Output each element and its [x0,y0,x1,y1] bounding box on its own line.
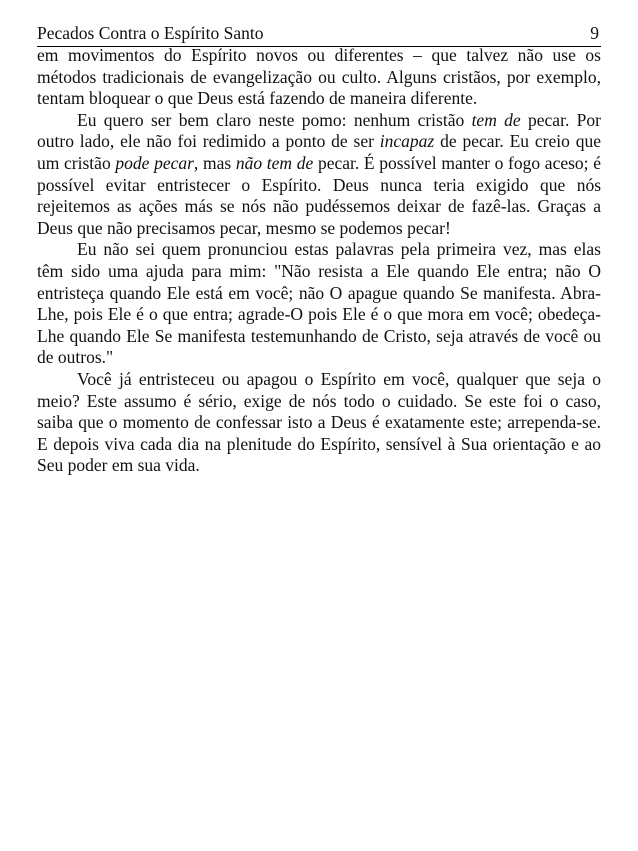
paragraph-closing [37,369,601,477]
paragraph-no-need-to-sin [37,110,601,240]
page-number: 9 [590,23,599,43]
paragraph-quotation [37,239,601,369]
running-header-title: Pecados Contra o Espírito Santo [37,23,264,43]
emphasis-tem-de: tem de [471,109,521,130]
text-run: em movimentos do Espírito novos ou diferentes – que talvez não use os métodos tradicionais de evangelização ou culto. Alguns cristãos, por exemplo, tentam bloquear o que Deus está fazendo de maneira diferente. [37,45,601,109]
text-run: de pecar. Eu creio que um cristão [37,131,601,173]
body-text [37,45,601,477]
text-run: pecar. É possível manter o fogo aceso; é possível evitar entristecer o Espírito. Deus nunca teria exigido que nós rejeitemos as ações más se nós não pudéssemos deixar de fazê-las. Graças a Deus que não precisamos pecar, mesmo se podemos pecar! [37,152,601,238]
text-run: Eu não sei quem pronunciou estas palavras pela primeira vez, mas elas têm sido uma ajuda para mim: "Não resista a Ele quando Ele entra; não O entristeça quando Ele está em você; não O apague quando Se manifesta. Abra-Lhe, pois Ele é o que entra; agrade-O pois Ele é o que mora em você; obedeça-Lhe quando Ele Se manifesta testemunhando de Cristo, seja através de você ou de outros." [37,239,601,368]
emphasis-nao-tem-de: não tem de [235,152,314,173]
text-run: Eu quero ser bem claro neste pomo: nenhum cristão [77,109,472,130]
text-run: , mas [193,152,236,173]
document-page [37,0,601,477]
emphasis-pode-pecar: pode pecar [115,152,194,173]
emphasis-incapaz: incapaz [379,131,435,152]
running-header [37,20,601,47]
text-run: Você já entristeceu ou apagou o Espírito em você, qualquer que seja o meio? Este assumo é sério, exige de nós todo o cuidado. Se este foi o caso, saiba que o momento de confessar isto a Deus é exatamente este; arrependa-se. E depois viva cada dia na plenitude do Espírito, sensível à Sua orientação e ao Seu poder em sua vida. [37,368,601,476]
paragraph-continuation [37,45,601,110]
text-run: pecar. Por outro lado, ele não foi redimido a ponto de ser [37,109,601,152]
